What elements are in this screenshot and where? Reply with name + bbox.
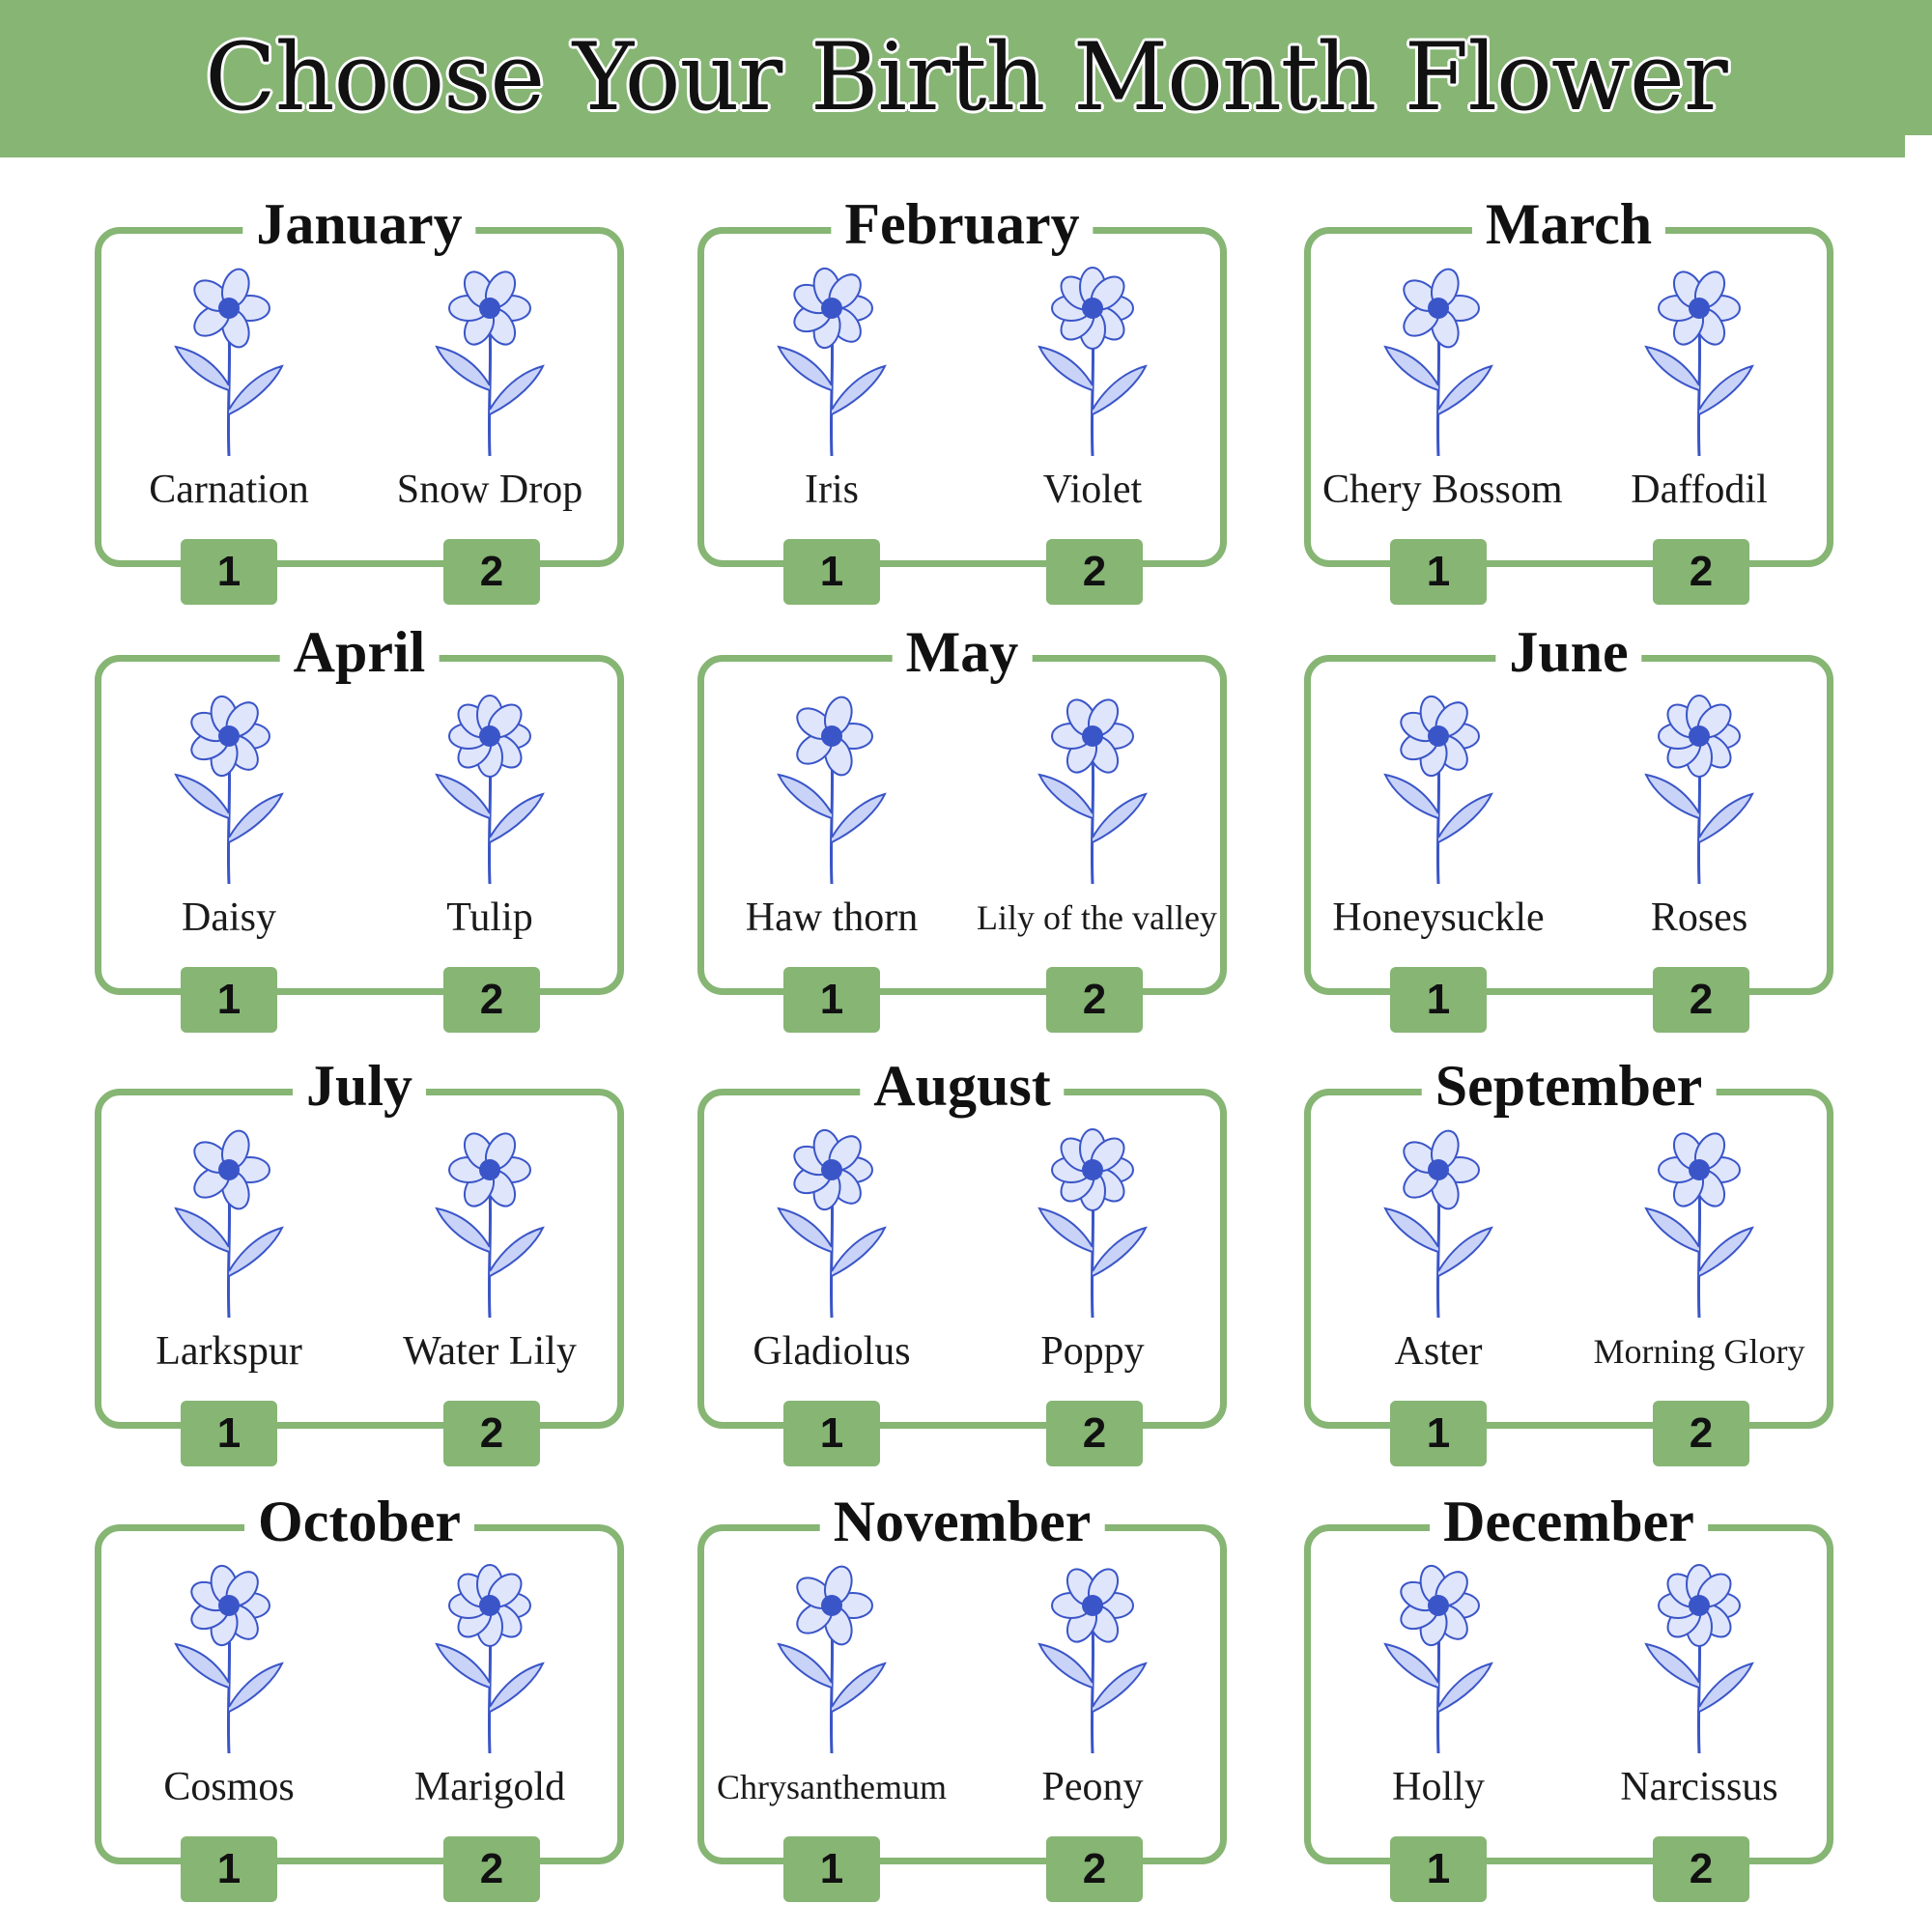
- month-title: July: [293, 1047, 426, 1124]
- flower-number-badge[interactable]: 1: [181, 1836, 277, 1902]
- month-title: October: [244, 1483, 474, 1560]
- flower-name: Poppy: [1040, 1329, 1145, 1374]
- flower-number-badge[interactable]: 2: [1653, 967, 1749, 1033]
- page-title: Choose Your Birth Month Flower: [205, 23, 1727, 131]
- flower-name: Cosmos: [163, 1765, 295, 1809]
- flower-number-badge[interactable]: 1: [1390, 1836, 1487, 1902]
- flower-option[interactable]: [977, 1113, 1208, 1393]
- flower-number-badge[interactable]: 2: [443, 1836, 540, 1902]
- flower-number-badge[interactable]: 2: [1653, 539, 1749, 605]
- month-card-april: [95, 620, 624, 1023]
- flower-option[interactable]: [374, 251, 606, 531]
- flower-name: Honeysuckle: [1332, 895, 1545, 940]
- flower-option[interactable]: [1583, 1548, 1815, 1829]
- flower-number-badge[interactable]: 2: [443, 1401, 540, 1466]
- month-title: February: [831, 185, 1093, 263]
- flower-option[interactable]: [977, 251, 1208, 531]
- month-card-december: [1304, 1490, 1833, 1892]
- flower-number-badge[interactable]: 1: [783, 1401, 880, 1466]
- month-card-september: [1304, 1054, 1833, 1457]
- month-card-july: [95, 1054, 624, 1457]
- flower-option[interactable]: [374, 1113, 606, 1393]
- flower-option[interactable]: [374, 1548, 606, 1829]
- flower-option[interactable]: [113, 251, 345, 531]
- flower-name: Tulip: [446, 895, 533, 940]
- flower-number-badge[interactable]: 1: [181, 967, 277, 1033]
- month-card-may: [697, 620, 1227, 1023]
- month-card-august: [697, 1054, 1227, 1457]
- flower-option[interactable]: [716, 1548, 948, 1829]
- flower-option[interactable]: [1322, 1113, 1554, 1393]
- flower-name: Larkspur: [156, 1329, 302, 1374]
- month-title: September: [1422, 1047, 1717, 1124]
- month-title: May: [893, 613, 1033, 691]
- flower-name: Water Lily: [403, 1329, 577, 1374]
- flower-number-badge[interactable]: 1: [783, 967, 880, 1033]
- flower-name: Marigold: [413, 1765, 566, 1809]
- flower-number-badge[interactable]: 2: [1653, 1401, 1749, 1466]
- flower-option[interactable]: [1583, 679, 1815, 959]
- flower-option[interactable]: [977, 1548, 1208, 1829]
- flower-name: Carnation: [149, 468, 309, 512]
- month-card-october: [95, 1490, 624, 1892]
- flower-option[interactable]: [1322, 679, 1554, 959]
- month-title: April: [280, 613, 440, 691]
- month-card-june: [1304, 620, 1833, 1023]
- month-title: March: [1472, 185, 1665, 263]
- flower-number-badge[interactable]: 2: [1046, 1836, 1143, 1902]
- month-title: August: [860, 1047, 1064, 1124]
- flower-option[interactable]: [1322, 251, 1563, 531]
- flower-name: Daisy: [182, 895, 276, 940]
- flower-name: Chrysanthemum: [717, 1768, 947, 1806]
- flower-option[interactable]: [1322, 1548, 1554, 1829]
- flower-name: Morning Glory: [1593, 1332, 1805, 1371]
- flower-name: Snow Drop: [396, 468, 583, 512]
- month-card-march: [1304, 192, 1833, 595]
- flower-name: Gladiolus: [753, 1329, 911, 1374]
- flower-name: Iris: [805, 468, 859, 512]
- flower-name: Aster: [1394, 1329, 1483, 1374]
- flower-number-badge[interactable]: 2: [443, 539, 540, 605]
- month-title: November: [820, 1483, 1105, 1560]
- flower-name: Chery Bossom: [1322, 468, 1563, 512]
- flower-number-badge[interactable]: 1: [1390, 539, 1487, 605]
- flower-number-badge[interactable]: 2: [1046, 967, 1143, 1033]
- flower-name: Haw thorn: [745, 895, 919, 940]
- flower-name: Holly: [1392, 1765, 1485, 1809]
- flower-option[interactable]: [716, 1113, 948, 1393]
- flower-name: Daffodil: [1631, 468, 1768, 512]
- flower-option[interactable]: [716, 679, 948, 959]
- flower-option[interactable]: [1583, 1113, 1815, 1393]
- flower-name: Roses: [1650, 895, 1748, 940]
- flower-name: Narcissus: [1620, 1765, 1778, 1809]
- flower-option[interactable]: [113, 1113, 345, 1393]
- flower-number-badge[interactable]: 1: [783, 1836, 880, 1902]
- month-card-november: [697, 1490, 1227, 1892]
- month-title: December: [1430, 1483, 1708, 1560]
- flower-option[interactable]: [113, 1548, 345, 1829]
- month-title: June: [1495, 613, 1641, 691]
- flower-number-badge[interactable]: 1: [181, 539, 277, 605]
- flower-number-badge[interactable]: 2: [1653, 1836, 1749, 1902]
- flower-number-badge[interactable]: 2: [1046, 539, 1143, 605]
- flower-name: Peony: [1041, 1765, 1144, 1809]
- flower-number-badge[interactable]: 1: [783, 539, 880, 605]
- flower-option[interactable]: [374, 679, 606, 959]
- flower-option[interactable]: [1583, 251, 1815, 531]
- flower-number-badge[interactable]: 2: [1046, 1401, 1143, 1466]
- month-card-february: [697, 192, 1227, 595]
- flower-number-badge[interactable]: 1: [1390, 1401, 1487, 1466]
- flower-option[interactable]: [977, 679, 1217, 959]
- flower-number-badge[interactable]: 1: [181, 1401, 277, 1466]
- month-title: January: [242, 185, 475, 263]
- flower-number-badge[interactable]: 2: [443, 967, 540, 1033]
- month-card-january: [95, 192, 624, 595]
- flower-name: Lily of the valley: [977, 898, 1217, 937]
- flower-option[interactable]: [113, 679, 345, 959]
- flower-name: Violet: [1042, 468, 1143, 512]
- flower-option[interactable]: [716, 251, 948, 531]
- flower-number-badge[interactable]: 1: [1390, 967, 1487, 1033]
